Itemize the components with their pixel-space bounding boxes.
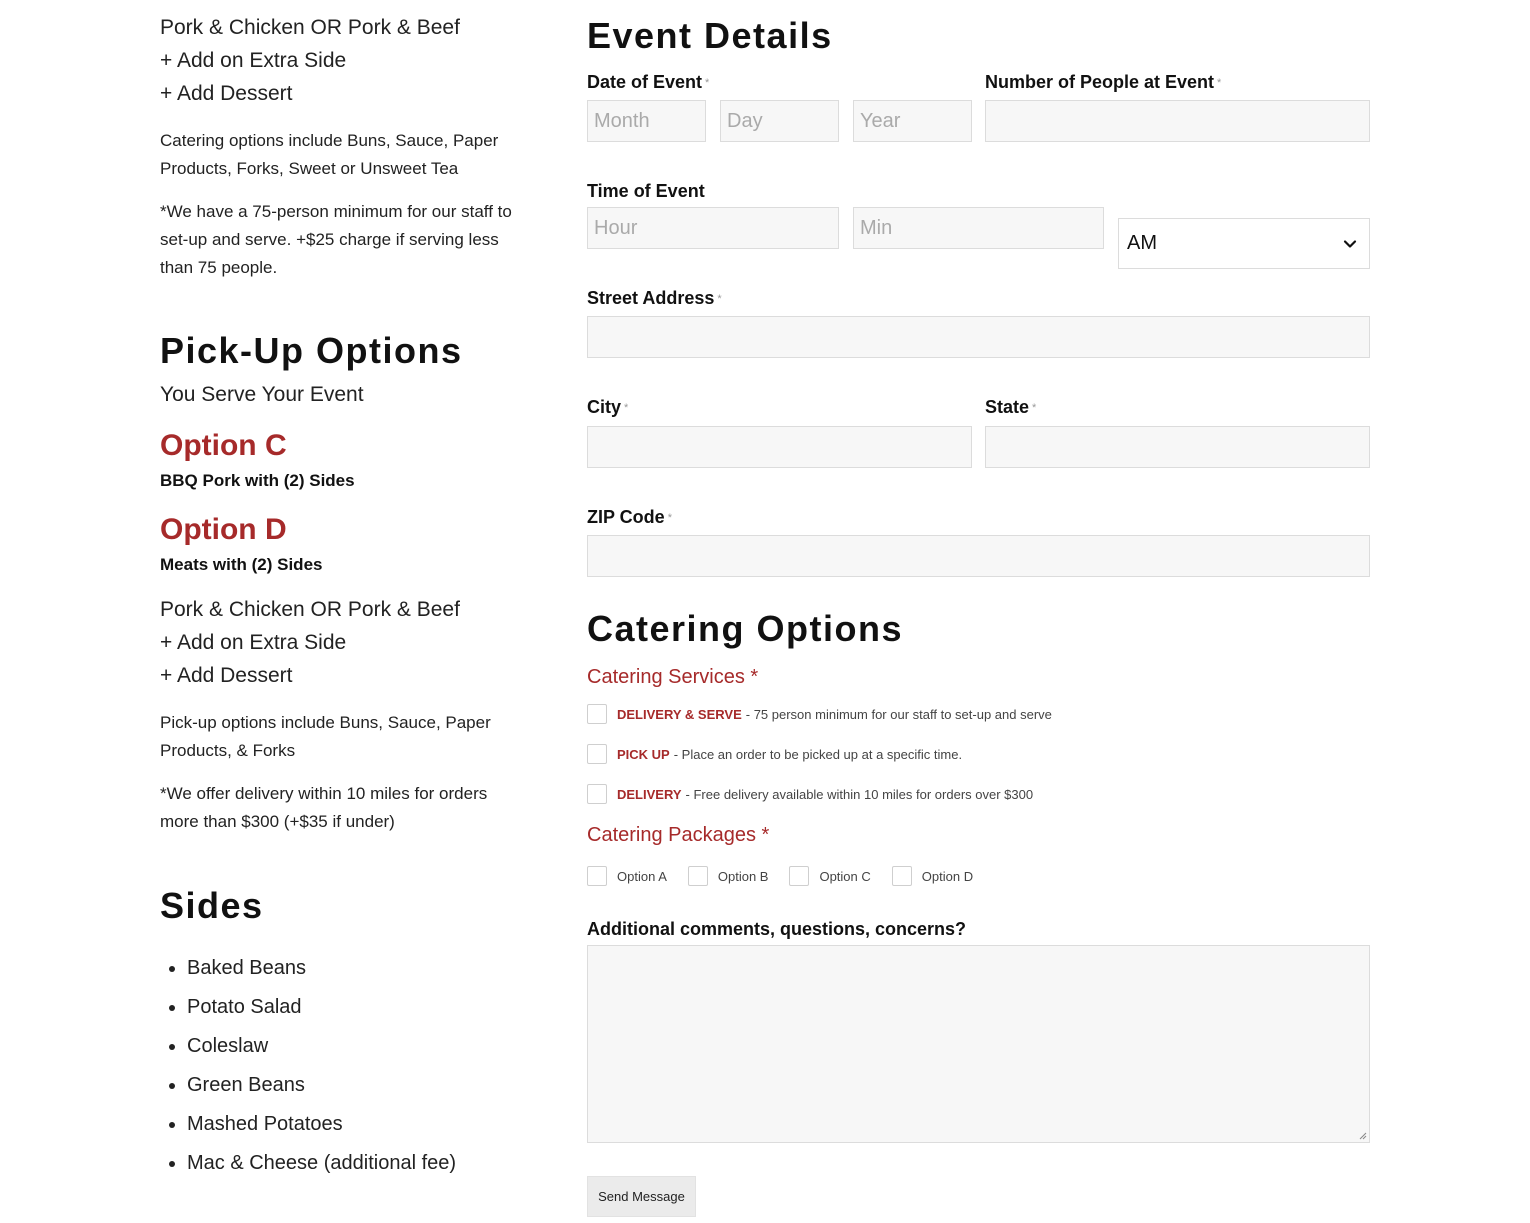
people-input[interactable] (985, 100, 1370, 142)
required-mark: * (624, 402, 629, 414)
service-option-pick-up[interactable] (587, 744, 962, 764)
sides-heading: Sides (160, 885, 264, 926)
required-mark: * (1032, 402, 1037, 414)
catering-includes-text: Catering options include Buns, Sauce, Paper Products, Forks, Sweet or Unsweet Tea (160, 131, 499, 178)
hour-input[interactable]: Hour (587, 207, 839, 249)
option-c-desc: BBQ Pork with (2) Sides (160, 471, 355, 490)
menu-line: Pork & Chicken OR Pork & Beef (160, 598, 460, 621)
service-desc: - Place an order to be picked up at a specific time. (673, 746, 963, 762)
package-option-c[interactable] (789, 866, 870, 886)
catering-packages-label: Catering Packages * (587, 824, 770, 846)
menu-line: + Add on Extra Side (160, 631, 347, 654)
checkbox[interactable] (892, 866, 912, 886)
package-label: Option A (617, 868, 667, 884)
packages-row (587, 866, 994, 886)
checkbox[interactable] (587, 744, 607, 764)
menu-line: Pork & Chicken OR Pork & Beef (160, 16, 460, 39)
list-item: • Green Beans (187, 1066, 540, 1105)
day-input[interactable]: Day (720, 100, 839, 142)
ampm-select[interactable] (1118, 218, 1370, 269)
city-label (587, 397, 628, 418)
service-option-delivery[interactable] (587, 784, 1033, 804)
sides-list (160, 949, 540, 1183)
minimum-note-text: *We have a 75-person minimum for our staff to set-up and serve. +$25 charge if serving less than 75 people. (160, 202, 512, 277)
required-mark: * (705, 77, 710, 89)
option-c-title: Option C (160, 429, 287, 462)
checkbox[interactable] (789, 866, 809, 886)
catering-services-label: Catering Services * (587, 666, 759, 688)
package-option-b[interactable] (688, 866, 769, 886)
checkbox[interactable] (688, 866, 708, 886)
zip-input[interactable] (587, 535, 1370, 577)
service-name: PICK UP (617, 746, 670, 762)
comments-textarea[interactable] (587, 945, 1370, 1143)
menu-line: + Add on Extra Side (160, 49, 347, 72)
service-name: DELIVERY & SERVE (617, 706, 742, 722)
list-item: • Baked Beans (187, 949, 540, 988)
month-input[interactable]: Month (587, 100, 706, 142)
menu-line: + Add Dessert (160, 664, 293, 687)
city-label-text: City (587, 397, 622, 417)
delivery-note-text: *We offer delivery within 10 miles for orders more than $300 (+$35 if under) (160, 784, 488, 831)
people-label (985, 72, 1221, 93)
time-label: Time of Event (587, 181, 705, 201)
year-input[interactable]: Year (853, 100, 972, 142)
ampm-value: AM (1127, 232, 1157, 254)
pickup-subheading: You Serve Your Event (160, 383, 364, 406)
checkbox[interactable] (587, 784, 607, 804)
date-label (587, 72, 709, 93)
state-input[interactable] (985, 426, 1370, 468)
option-d-desc: Meats with (2) Sides (160, 555, 323, 574)
state-label (985, 397, 1036, 418)
pickup-includes-text: Pick-up options include Buns, Sauce, Paper Products, & Forks (160, 713, 491, 760)
zip-label (587, 507, 672, 528)
zip-label-text: ZIP Code (587, 507, 665, 527)
catering-options-heading: Catering Options (587, 608, 904, 649)
send-message-button[interactable]: Send Message (587, 1176, 696, 1217)
service-name: DELIVERY (617, 786, 682, 802)
package-label: Option D (921, 868, 974, 884)
option-b-items (160, 11, 540, 110)
service-desc: - 75 person minimum for our staff to set-up and serve (745, 706, 1052, 722)
package-label: Option B (717, 868, 769, 884)
option-d-items (160, 593, 540, 692)
option-d-title: Option D (160, 513, 287, 546)
pickup-heading: Pick-Up Options (160, 330, 463, 371)
list-item: • Mashed Potatoes (187, 1105, 540, 1144)
menu-line: + Add Dessert (160, 82, 293, 105)
street-label-text: Street Address (587, 288, 715, 308)
package-option-a[interactable] (587, 866, 667, 886)
city-input[interactable] (587, 426, 972, 468)
required-mark: * (667, 512, 672, 524)
minute-input[interactable]: Min (853, 207, 1104, 249)
people-label-text: Number of People at Event (985, 72, 1215, 92)
service-desc: - Free delivery available within 10 miles for orders over $300 (685, 786, 1034, 802)
event-details-heading: Event Details (587, 15, 833, 56)
street-input[interactable] (587, 316, 1370, 358)
resize-handle-icon[interactable] (1357, 1130, 1367, 1140)
package-label: Option C (819, 868, 871, 884)
chevron-down-icon (1343, 237, 1357, 251)
list-item: • Mac & Cheese (additional fee) (187, 1144, 540, 1183)
comments-label: Additional comments, questions, concerns? (587, 919, 967, 939)
checkbox[interactable] (587, 704, 607, 724)
street-label (587, 288, 722, 309)
state-label-text: State (985, 397, 1030, 417)
required-mark: * (717, 293, 722, 305)
package-option-d[interactable] (892, 866, 973, 886)
list-item: • Potato Salad (187, 988, 540, 1027)
date-label-text: Date of Event (587, 72, 703, 92)
required-mark: * (1217, 77, 1222, 89)
checkbox[interactable] (587, 866, 607, 886)
service-option-delivery-serve[interactable] (587, 704, 1052, 724)
list-item: • Coleslaw (187, 1027, 540, 1066)
